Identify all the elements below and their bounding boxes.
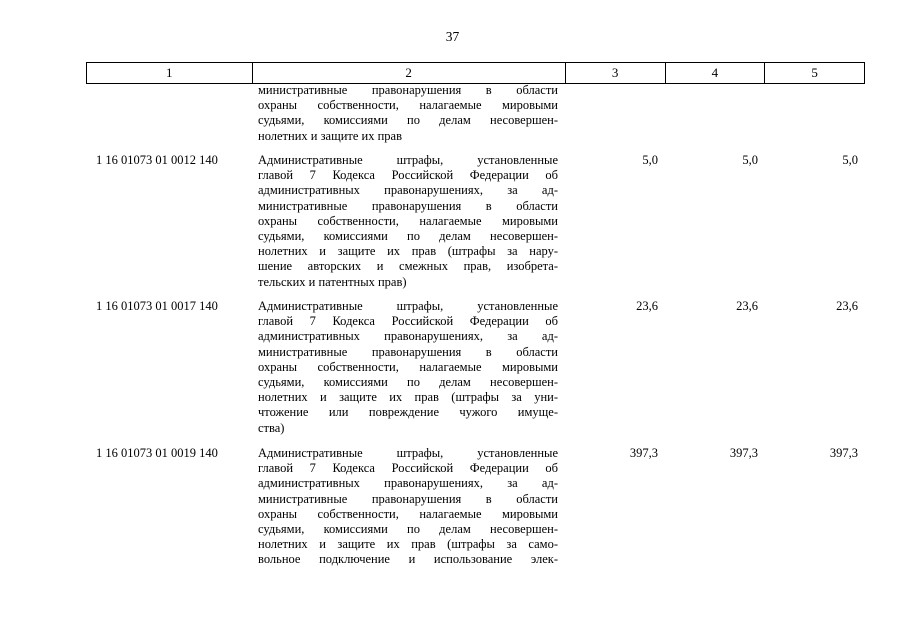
description-line: нолетних и защите их прав (258, 128, 402, 143)
description-line: главой 7 Кодекса Российской Федерации об (258, 461, 558, 476)
value-col-4: 5,0 (742, 153, 758, 167)
row-description (258, 153, 558, 290)
description-line: охраны собственности, налагаемые мировыми (258, 359, 558, 374)
value-col-4: 23,6 (736, 299, 758, 313)
description-line: шение авторских и смежных прав, изобрета- (258, 259, 558, 274)
description-line: охраны собственности, налагаемые мировыми (258, 213, 558, 228)
value-col-4: 397,3 (729, 446, 758, 460)
description-line: нолетних и защите их прав (штрафы за нару- (258, 244, 558, 259)
description-line: судьями, комиссиями по делам несовершен- (258, 229, 558, 244)
row-description (258, 446, 558, 568)
header-col-4: 4 (665, 63, 765, 83)
description-line: административных правонарушениях, за ад- (258, 329, 558, 344)
header-col-5: 5 (764, 63, 864, 83)
description-line: министративные правонарушения в области (258, 83, 558, 97)
header-col-1: 1 (166, 65, 173, 80)
description-line: нолетних и защите их прав (штрафы за само- (258, 537, 558, 552)
description-line: главой 7 Кодекса Российской Федерации об (258, 168, 558, 183)
description-line: министративные правонарушения в области (258, 198, 558, 213)
budget-code: 1 16 01073 01 0019 140 (96, 446, 218, 460)
row-description (258, 299, 558, 436)
header-col-3: 3 (565, 63, 665, 83)
page-number: 37 (445, 29, 460, 44)
description-line: судьями, комиссиями по делам несовершен- (258, 375, 558, 390)
description-line: министративные правонарушения в области (258, 344, 558, 359)
value-col-5: 23,6 (836, 299, 858, 313)
description-line: ства) (258, 420, 285, 435)
description-line: охраны собственности, налагаемые мировыми (258, 506, 558, 521)
budget-code: 1 16 01073 01 0012 140 (96, 153, 218, 167)
description-line: Административные штрафы, установленные (258, 153, 558, 167)
header-col-2: 2 (252, 63, 565, 83)
continued-description (258, 83, 558, 144)
description-line: тельских и патентных прав) (258, 274, 407, 289)
description-line: нолетних и защите их прав (штрафы за уни- (258, 390, 558, 405)
value-col-3: 23,6 (636, 299, 658, 313)
budget-code: 1 16 01073 01 0017 140 (96, 299, 218, 313)
value-col-5: 397,3 (829, 446, 858, 460)
description-line: вольное подключение и использование элек- (258, 552, 558, 567)
description-line: чтожение или повреждение чужого имуще- (258, 405, 558, 420)
value-col-3: 397,3 (629, 446, 658, 460)
description-line: охраны собственности, налагаемые мировыми (258, 98, 558, 113)
value-col-5: 5,0 (842, 153, 858, 167)
description-line: административных правонарушениях, за ад- (258, 183, 558, 198)
description-line: министративные правонарушения в области (258, 491, 558, 506)
value-col-3: 5,0 (642, 153, 658, 167)
description-line: административных правонарушениях, за ад- (258, 476, 558, 491)
description-line: судьями, комиссиями по делам несовершен- (258, 522, 558, 537)
table-header-row (86, 62, 865, 84)
description-line: судьями, комиссиями по делам несовершен- (258, 113, 558, 128)
description-line: Административные штрафы, установленные (258, 446, 558, 460)
description-line: Административные штрафы, установленные (258, 299, 558, 313)
description-line: главой 7 Кодекса Российской Федерации об (258, 314, 558, 329)
